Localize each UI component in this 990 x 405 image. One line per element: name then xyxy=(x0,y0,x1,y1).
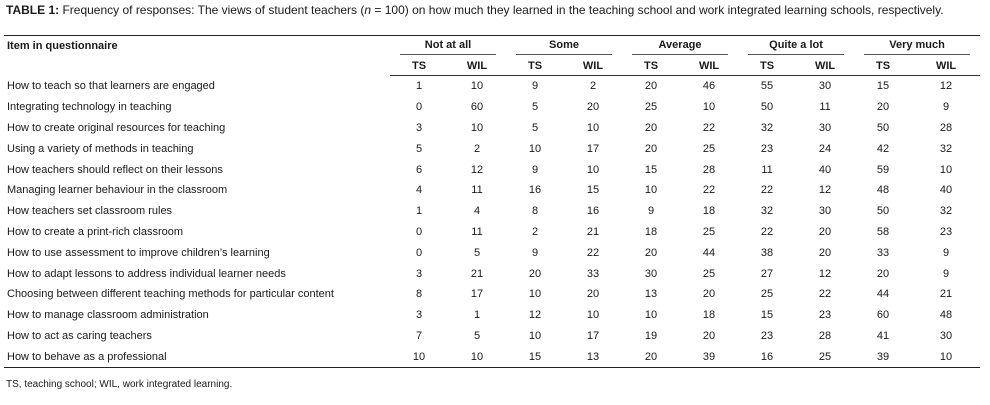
wil-value-cell: 15 xyxy=(586,184,600,197)
ts-value-cell: 10 xyxy=(528,329,542,342)
table-row xyxy=(4,263,980,284)
wil-value-cell: 17 xyxy=(470,288,484,301)
group-header-row xyxy=(4,36,980,58)
ts-value-cell: 41 xyxy=(876,329,890,342)
ts-value-cell: 2 xyxy=(531,225,539,238)
sub-header-wil: WIL xyxy=(680,57,738,76)
group-label: Some xyxy=(516,39,612,55)
wil-value-cell: 25 xyxy=(702,225,716,238)
ts-value-cell: 3 xyxy=(415,309,423,322)
wil-value-cell: 60 xyxy=(470,101,484,114)
wil-value-cell: 20 xyxy=(818,225,832,238)
wil-value-cell: 5 xyxy=(473,246,481,259)
ts-value-cell: 9 xyxy=(531,246,539,259)
ts-value-cell: 15 xyxy=(644,163,658,176)
item-column-header: Item in questionnaire xyxy=(7,40,118,52)
wil-value-cell: 23 xyxy=(939,225,953,238)
caption-n-variable: n xyxy=(364,3,372,17)
ts-value-cell: 20 xyxy=(622,346,680,367)
item-cell: How to teach so that learners are engaged xyxy=(7,80,215,93)
ts-value-cell: 50 xyxy=(760,101,774,114)
ts-value-cell: 20 xyxy=(644,246,658,259)
item-cell: How to use assessment to improve children’s learning xyxy=(7,246,270,259)
table-row xyxy=(4,242,980,263)
ts-value-cell: 12 xyxy=(528,309,542,322)
table-body xyxy=(4,76,980,368)
ts-value-cell: 0 xyxy=(415,246,423,259)
ts-value-cell: 27 xyxy=(760,267,774,280)
item-cell: How to behave as a professional xyxy=(4,346,390,367)
wil-value-cell: 32 xyxy=(939,142,953,155)
wil-value-cell: 2 xyxy=(473,142,481,155)
ts-value-cell: 11 xyxy=(761,163,773,176)
ts-value-cell: 0 xyxy=(415,225,423,238)
table-row xyxy=(4,118,980,139)
ts-value-cell: 59 xyxy=(876,163,890,176)
group-label: Quite a lot xyxy=(748,39,844,55)
wil-value-cell: 20 xyxy=(818,246,832,259)
ts-value-cell: 10 xyxy=(390,346,448,367)
item-cell: Integrating technology in teaching xyxy=(7,101,172,114)
frequency-table xyxy=(4,35,980,368)
wil-value-cell: 46 xyxy=(702,80,716,93)
wil-value-cell: 40 xyxy=(939,184,953,197)
wil-value-cell: 48 xyxy=(939,309,953,322)
wil-value-cell: 28 xyxy=(702,163,716,176)
item-cell: How to adapt lessons to address individual learner needs xyxy=(7,267,286,280)
wil-value-cell: 30 xyxy=(939,329,953,342)
group-label: Average xyxy=(632,39,728,55)
ts-value-cell: 22 xyxy=(760,184,774,197)
wil-value-cell: 12 xyxy=(818,267,832,280)
ts-value-cell: 25 xyxy=(644,101,658,114)
ts-value-cell: 10 xyxy=(644,184,658,197)
ts-value-cell: 1 xyxy=(415,80,423,93)
ts-value-cell: 30 xyxy=(644,267,658,280)
sub-header-ts: TS xyxy=(622,57,680,76)
sub-header-wil: WIL xyxy=(448,57,506,76)
ts-value-cell: 44 xyxy=(876,288,890,301)
group-header-quite-a-lot xyxy=(738,36,854,58)
item-cell: How teachers should reflect on their lessons xyxy=(7,163,223,176)
wil-value-cell: 10 xyxy=(702,101,716,114)
ts-value-cell: 22 xyxy=(760,225,774,238)
wil-value-cell: 1 xyxy=(473,309,481,322)
wil-value-cell: 11 xyxy=(819,101,831,114)
group-header-some xyxy=(506,36,622,58)
ts-value-cell: 23 xyxy=(760,329,774,342)
table-row xyxy=(4,97,980,118)
ts-value-cell: 5 xyxy=(531,121,539,134)
ts-value-cell: 10 xyxy=(528,288,542,301)
wil-value-cell: 22 xyxy=(586,246,600,259)
item-cell: Choosing between different teaching methods for particular content xyxy=(7,288,334,301)
wil-value-cell: 12 xyxy=(818,184,832,197)
wil-value-cell: 21 xyxy=(939,288,953,301)
table-row xyxy=(4,284,980,305)
table-row xyxy=(4,305,980,326)
ts-value-cell: 50 xyxy=(876,121,890,134)
table-row xyxy=(4,346,980,367)
wil-value-cell: 9 xyxy=(942,267,950,280)
group-header-average xyxy=(622,36,738,58)
ts-value-cell: 5 xyxy=(531,101,539,114)
sub-header-wil: WIL xyxy=(564,57,622,76)
wil-value-cell: 12 xyxy=(939,80,953,93)
wil-value-cell: 20 xyxy=(702,288,716,301)
wil-value-cell: 33 xyxy=(586,267,600,280)
ts-value-cell: 10 xyxy=(644,309,658,322)
group-header-not-at-all xyxy=(390,36,506,58)
wil-value-cell: 23 xyxy=(818,309,832,322)
wil-value-cell: 17 xyxy=(586,142,600,155)
item-cell: Using a variety of methods in teaching xyxy=(7,142,194,155)
wil-value-cell: 10 xyxy=(470,121,484,134)
ts-value-cell: 5 xyxy=(415,142,423,155)
ts-value-cell: 1 xyxy=(415,205,423,218)
table-row xyxy=(4,159,980,180)
sub-header-ts: TS xyxy=(738,57,796,76)
ts-value-cell: 9 xyxy=(531,163,539,176)
table-row xyxy=(4,326,980,347)
item-cell: How teachers set classroom rules xyxy=(7,205,173,218)
wil-value-cell: 10 xyxy=(912,346,980,367)
ts-value-cell: 50 xyxy=(876,205,890,218)
ts-value-cell: 20 xyxy=(528,267,542,280)
ts-value-cell: 9 xyxy=(647,205,655,218)
item-cell: How to act as caring teachers xyxy=(7,329,152,342)
wil-value-cell: 11 xyxy=(471,225,483,238)
wil-value-cell: 17 xyxy=(586,329,600,342)
sub-header-ts: TS xyxy=(506,57,564,76)
wil-value-cell: 20 xyxy=(702,329,716,342)
wil-value-cell: 10 xyxy=(939,163,953,176)
ts-value-cell: 58 xyxy=(876,225,890,238)
wil-value-cell: 28 xyxy=(939,121,953,134)
ts-value-cell: 19 xyxy=(644,329,658,342)
ts-value-cell: 20 xyxy=(876,101,890,114)
sub-header-ts: TS xyxy=(854,57,912,76)
ts-value-cell: 48 xyxy=(876,184,890,197)
group-header-very-much xyxy=(854,36,980,58)
caption-text-a: Frequency of responses: The views of student teachers ( xyxy=(59,3,365,17)
item-cell: Managing learner behaviour in the classroom xyxy=(7,184,228,197)
ts-value-cell: 16 xyxy=(528,184,542,197)
wil-value-cell: 28 xyxy=(818,329,832,342)
wil-value-cell: 24 xyxy=(818,142,832,155)
wil-value-cell: 25 xyxy=(796,346,854,367)
sub-header-wil: WIL xyxy=(796,57,854,76)
ts-value-cell: 8 xyxy=(415,288,423,301)
table-caption xyxy=(6,3,984,18)
wil-value-cell: 44 xyxy=(702,246,716,259)
wil-value-cell: 30 xyxy=(818,121,832,134)
wil-value-cell: 10 xyxy=(470,80,484,93)
table-row xyxy=(4,76,980,97)
wil-value-cell: 32 xyxy=(939,205,953,218)
wil-value-cell: 2 xyxy=(589,80,597,93)
wil-value-cell: 18 xyxy=(702,205,716,218)
ts-value-cell: 3 xyxy=(415,267,423,280)
ts-value-cell: 0 xyxy=(415,101,423,114)
item-cell: How to create original resources for teaching xyxy=(7,121,226,134)
caption-text-b: = 100) on how much they learned in the teaching school and work integrated learning schools, respectively. xyxy=(371,3,944,17)
wil-value-cell: 22 xyxy=(702,184,716,197)
wil-value-cell: 22 xyxy=(818,288,832,301)
ts-value-cell: 20 xyxy=(644,142,658,155)
ts-value-cell: 15 xyxy=(760,309,774,322)
wil-value-cell: 10 xyxy=(586,121,600,134)
wil-value-cell: 10 xyxy=(586,309,600,322)
wil-value-cell: 25 xyxy=(702,267,716,280)
ts-value-cell: 39 xyxy=(854,346,912,367)
item-cell: How to create a print-rich classroom xyxy=(7,225,184,238)
ts-value-cell: 8 xyxy=(531,205,539,218)
group-label: Very much xyxy=(864,39,970,55)
wil-value-cell: 30 xyxy=(818,205,832,218)
wil-value-cell: 22 xyxy=(702,121,716,134)
wil-value-cell: 25 xyxy=(702,142,716,155)
ts-value-cell: 15 xyxy=(876,80,890,93)
ts-value-cell: 20 xyxy=(876,267,890,280)
ts-value-cell: 20 xyxy=(644,121,658,134)
wil-value-cell: 12 xyxy=(470,163,484,176)
sub-header-ts: TS xyxy=(390,57,448,76)
ts-value-cell: 25 xyxy=(760,288,774,301)
ts-value-cell: 32 xyxy=(760,121,774,134)
ts-value-cell: 42 xyxy=(876,142,890,155)
table-row xyxy=(4,222,980,243)
ts-value-cell: 38 xyxy=(760,246,774,259)
table-row xyxy=(4,180,980,201)
wil-value-cell: 16 xyxy=(586,205,600,218)
ts-value-cell: 16 xyxy=(738,346,796,367)
wil-value-cell: 39 xyxy=(680,346,738,367)
ts-value-cell: 60 xyxy=(876,309,890,322)
wil-value-cell: 4 xyxy=(473,205,481,218)
ts-value-cell: 3 xyxy=(415,121,423,134)
wil-value-cell: 10 xyxy=(586,163,600,176)
ts-value-cell: 55 xyxy=(760,80,774,93)
caption-label: TABLE 1: xyxy=(6,3,60,17)
wil-value-cell: 21 xyxy=(470,267,484,280)
wil-value-cell: 40 xyxy=(818,163,832,176)
ts-value-cell: 33 xyxy=(876,246,890,259)
wil-value-cell: 18 xyxy=(702,309,716,322)
wil-value-cell: 20 xyxy=(586,288,600,301)
ts-value-cell: 9 xyxy=(531,80,539,93)
ts-value-cell: 10 xyxy=(528,142,542,155)
ts-value-cell: 4 xyxy=(415,184,423,197)
wil-value-cell: 9 xyxy=(942,246,950,259)
group-label: Not at all xyxy=(400,39,496,55)
sub-header-wil: WIL xyxy=(912,57,980,76)
wil-value-cell: 20 xyxy=(586,101,600,114)
ts-value-cell: 23 xyxy=(760,142,774,155)
ts-value-cell: 20 xyxy=(644,80,658,93)
item-cell: How to manage classroom administration xyxy=(7,309,209,322)
ts-value-cell: 32 xyxy=(760,205,774,218)
ts-value-cell: 15 xyxy=(506,346,564,367)
ts-value-cell: 18 xyxy=(644,225,658,238)
wil-value-cell: 5 xyxy=(473,329,481,342)
ts-value-cell: 6 xyxy=(415,163,423,176)
wil-value-cell: 11 xyxy=(471,184,483,197)
wil-value-cell: 10 xyxy=(448,346,506,367)
table-row xyxy=(4,201,980,222)
table-footnote: TS, teaching school; WIL, work integrated learning. xyxy=(6,379,233,390)
ts-value-cell: 7 xyxy=(415,329,423,342)
wil-value-cell: 9 xyxy=(942,101,950,114)
ts-value-cell: 13 xyxy=(644,288,658,301)
wil-value-cell: 30 xyxy=(818,80,832,93)
table-row xyxy=(4,138,980,159)
wil-value-cell: 21 xyxy=(586,225,600,238)
wil-value-cell: 13 xyxy=(564,346,622,367)
